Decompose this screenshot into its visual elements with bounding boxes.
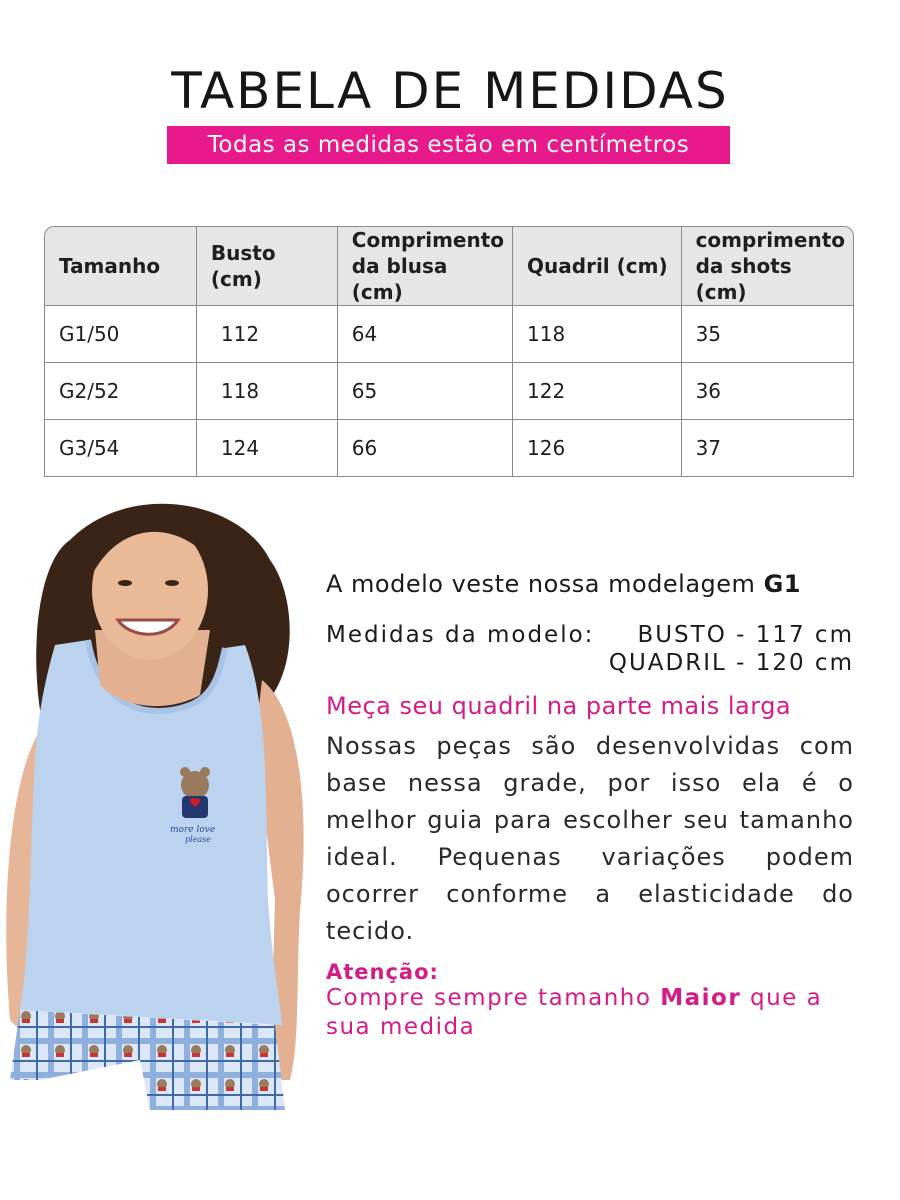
info-block [326,570,854,1042]
model-measures [326,622,854,676]
cell-bust: 112 [197,305,338,362]
model-photo [0,480,320,1200]
attention-bold: Maior [660,985,742,1011]
header-bust: Busto (cm) [197,226,338,305]
measures-label: Medidas da modelo: [326,622,595,648]
attention-title: Atenção: [326,960,439,984]
cell-bust: 124 [197,419,338,477]
hip-tip: Meça seu quadril na parte mais larga [326,692,792,720]
print-text-2: please [185,835,212,844]
cell-size: G2/52 [44,362,197,419]
cell-hip: 126 [513,419,682,477]
model-line-text: A modelo veste nossa modelagem [326,570,756,598]
model-size-line [326,570,854,598]
cell-blouse-length: 65 [338,362,513,419]
cell-size: G3/54 [44,419,197,477]
page-title: TABELA DE MEDIDAS [171,62,729,120]
header-shorts-length: comprimento da shots (cm) [682,226,854,305]
cell-size: G1/50 [44,305,197,362]
cell-shorts-length: 37 [682,419,854,477]
bust-measure: BUSTO - 117 cm [637,622,854,648]
cell-blouse-length: 64 [338,305,513,362]
description-paragraph: Nossas peças são desenvolvidas com base nessa grade, por isso ela é o melhor guia para escolher seu tamanho ideal. Pequenas variações podem ocorrer conforme a elasticidade do tecido. [326,732,854,945]
header-size: Tamanho [44,226,197,305]
cell-shorts-length: 36 [682,362,854,419]
header-blouse-length: Comprimento da blusa (cm) [338,226,513,305]
model-size: G1 [763,570,801,598]
print-text-1: more love [170,825,216,835]
table-row [44,305,854,362]
header-hip: Quadril (cm) [513,226,682,305]
cell-shorts-length: 35 [682,305,854,362]
table-row [44,419,854,477]
hip-measure: QUADRIL - 120 cm [608,650,854,676]
subtitle-banner: Todas as medidas estão em centímetros [167,126,730,164]
table-row [44,362,854,419]
cell-hip: 122 [513,362,682,419]
attention-pre: Compre sempre tamanho [326,985,652,1011]
size-table [44,226,854,477]
cell-bust: 118 [197,362,338,419]
attention-text [326,984,854,1042]
table-header-row [44,226,854,305]
cell-blouse-length: 66 [338,419,513,477]
attention-post: que a sua medida [326,985,823,1040]
cell-hip: 118 [513,305,682,362]
